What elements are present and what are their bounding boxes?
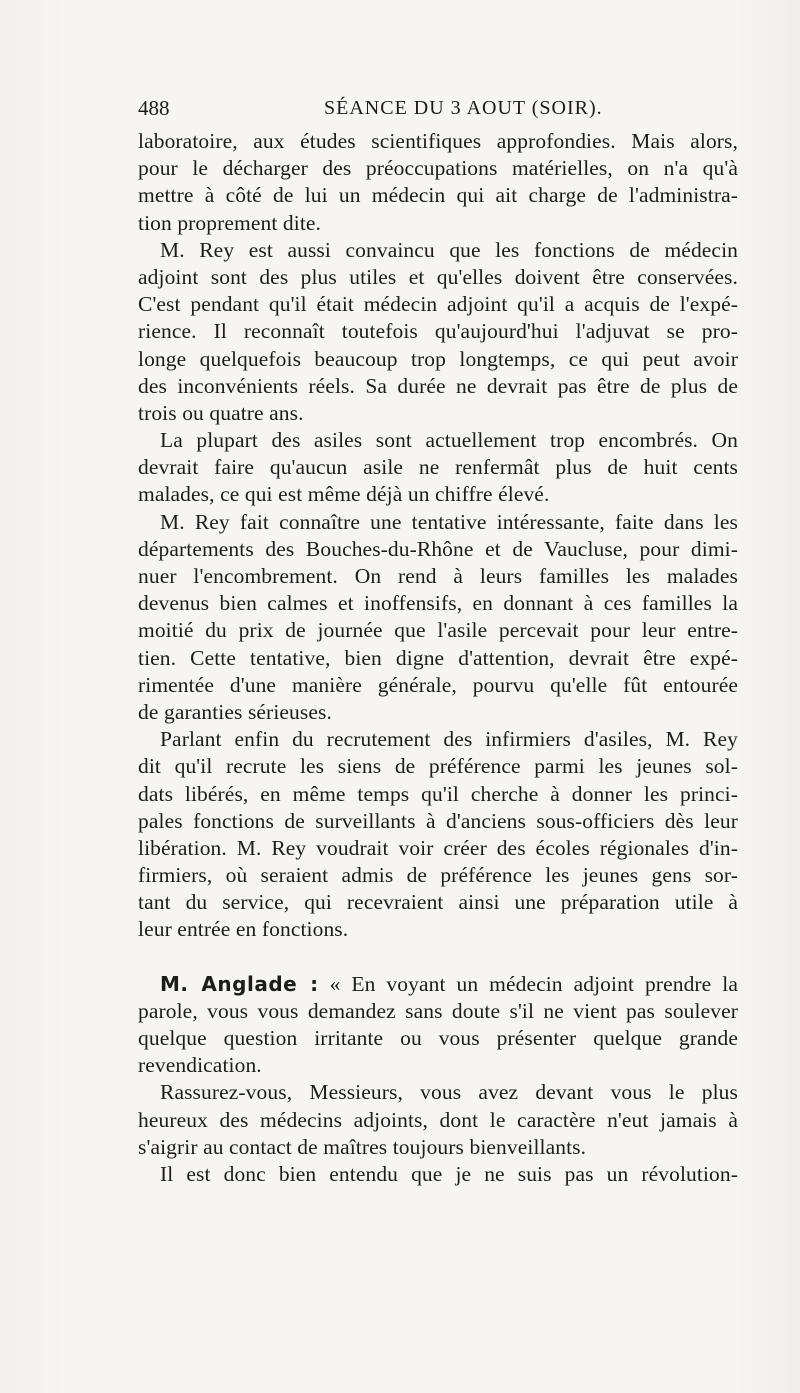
text-line: pour le décharger des préoccupations matérielles, on n'a qu'à	[138, 156, 738, 181]
text-line: nuer l'encombrement. On rend à leurs familles les malades	[138, 564, 738, 588]
paragraph	[138, 427, 738, 509]
text-line: Il est donc bien entendu que je ne suis pas un révolution-	[160, 1161, 738, 1186]
text-line: parole, vous vous demandez sans doute s'il ne vient pas soulever	[138, 998, 738, 1023]
text-line: Rassurez-vous, Messieurs, vous avez devant vous le plus	[160, 1080, 738, 1105]
text-line: adjoint sont des plus utiles et qu'elles doivent être conservées.	[138, 264, 738, 289]
page-number: 488	[138, 96, 170, 120]
text-line: départements des Bouches-du-Rhône et de Vaucluse, pour dimi-	[138, 536, 738, 561]
running-head: SÉANCE DU 3 AOUT (SOIR).	[324, 97, 603, 119]
text-line: leur entrée en fonctions.	[138, 917, 349, 942]
text-line: tion proprement dite.	[138, 210, 322, 235]
text-line: mettre à côté de lui un médecin qui ait charge de l'administra-	[138, 183, 738, 208]
paragraph	[138, 1079, 738, 1161]
text-line: libération. M. Rey voudrait voir créer des écoles régionales d'in-	[138, 835, 738, 860]
text-line: tien. Cette tentative, bien digne d'attention, devrait être expé-	[138, 645, 738, 670]
page-header	[138, 96, 738, 126]
text-line: M. Rey est aussi convaincu que les fonctions de médecin	[160, 237, 738, 262]
paragraph	[138, 237, 738, 427]
speech-opening: « En voyant un médecin adjoint prendre la	[329, 971, 738, 996]
text-line: s'aigrir au contact de maîtres toujours bienveillants.	[138, 1134, 587, 1159]
text-line: des inconvénients réels. Sa durée ne devrait pas être de plus de	[138, 373, 738, 398]
text-line	[138, 971, 738, 998]
text-line: moitié du prix de journée que l'asile percevait pour leur entre-	[138, 618, 738, 643]
paragraph	[138, 509, 738, 727]
text-line: longe quelquefois beaucoup trop longtemps, ce qui peut avoir	[138, 346, 738, 371]
text-line: rience. Il reconnaît toutefois qu'aujourd'hui l'adjuvat se pro-	[138, 319, 738, 344]
text-line: devrait faire qu'aucun asile ne renfermât plus de huit cents	[138, 455, 738, 480]
text-line: devenus bien calmes et inoffensifs, en donnant à ces familles la	[138, 591, 738, 616]
speaker-name: M. Anglade :	[160, 971, 319, 996]
paragraph	[138, 1161, 738, 1188]
text-line: dats libérés, en même temps qu'il cherche à donner les princi-	[138, 781, 738, 806]
text-line: Parlant enfin du recrutement des infirmiers d'asiles, M. Rey	[160, 727, 738, 752]
section-gap	[138, 944, 738, 971]
paragraph	[138, 726, 738, 944]
text-line: pales fonctions de surveillants à d'anciens sous-officiers dès leur	[138, 808, 738, 833]
text-line: laboratoire, aux études scientifiques approfondies. Mais alors,	[138, 129, 738, 153]
text-line: heureux des médecins adjoints, dont le caractère n'eut jamais à	[138, 1107, 738, 1132]
text-line: malades, ce qui est même déjà un chiffre élevé.	[138, 482, 550, 507]
paragraph	[138, 128, 738, 237]
text-line: dit qu'il recrute les siens de préférence parmi les jeunes sol-	[138, 754, 738, 779]
text-line: trois ou quatre ans.	[138, 400, 304, 425]
text-line: quelque question irritante ou vous présenter quelque grande	[138, 1026, 738, 1050]
text-line: La plupart des asiles sont actuellement trop encombrés. On	[160, 428, 738, 453]
text-line: M. Rey fait connaître une tentative intéressante, faite dans les	[160, 509, 738, 534]
speech-paragraph	[138, 971, 738, 1080]
text-line: de garanties sérieuses.	[138, 699, 332, 724]
text-line: tant du service, qui recevraient ainsi une préparation utile à	[138, 890, 738, 915]
text-line: C'est pendant qu'il était médecin adjoint qu'il a acquis de l'expé-	[138, 292, 738, 317]
text-line: rimentée d'une manière générale, pourvu qu'elle fût entourée	[138, 672, 738, 697]
body-text	[138, 128, 738, 1188]
text-line: revendication.	[138, 1053, 262, 1078]
text-line: firmiers, où seraient admis de préférence les jeunes gens sor-	[138, 863, 738, 888]
